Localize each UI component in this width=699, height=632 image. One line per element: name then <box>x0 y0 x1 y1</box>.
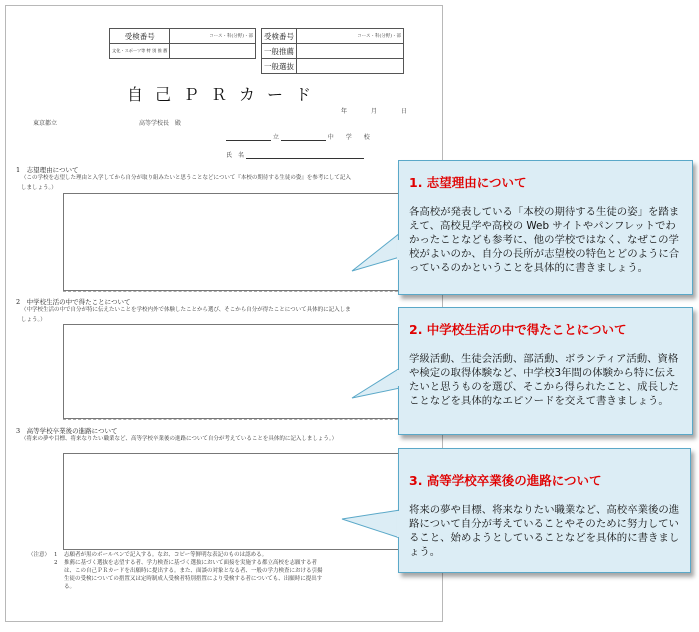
general-recommendation-field[interactable] <box>297 44 404 59</box>
note-1-number: 1 <box>54 552 58 558</box>
exam-number-label: 受検番号 <box>110 29 170 44</box>
callout-3-heading: 3. 高等学校卒業後の進路について <box>409 473 602 488</box>
callout-3-body: 将来の夢や目標、将来なりたい職業など、高校卒業後の進路について自分が考えていることやそのために努力していること、始めようとしていることなどを具体的に書きましょう。 <box>409 504 680 558</box>
name-line <box>226 150 364 159</box>
note-2-text: 推薦に基づく選抜を志望する者、学力検査に基づく選抜において面接を実施する都立高校を志願する者は、この自己ＰＲカードを出願時に提出する。また、面談の対象となる者、一般の学力検査における引揚生徒の受検についての措置又は定時制成人受検者特別措置により受検する者についても、出願時に提出する。 <box>64 560 323 590</box>
note-2-number: 2 <box>54 560 58 566</box>
section-1-note: （この学校を志望した理由と入学してから自分が取り組みたいと思うことなどについて『本校の期待する生徒の姿』を参考にして記入しましょう。） <box>21 175 351 191</box>
exam-number-label: 受検番号 <box>262 29 297 44</box>
special-recommendation-label: 文化・スポーツ等 特 別 推 薦 <box>110 44 170 59</box>
course-field[interactable]: コース・科(分野)・部 <box>297 29 404 44</box>
exam-number-table-left <box>109 28 256 59</box>
callout-3 <box>398 448 691 573</box>
callout-2-heading: 2. 中学校生活の中で得たことについて <box>409 322 627 337</box>
callout-3-pointer-mask <box>397 511 403 537</box>
school-line <box>226 132 373 141</box>
note-1-text: 志願者が黒のボールペンで記入する。なお、コピー等鮮明な表記のものは認める。 <box>64 552 268 558</box>
name-label: 氏 名 <box>226 152 245 159</box>
school-blank[interactable] <box>281 134 326 141</box>
callout-2-body: 学級活動、生徒会活動、部活動、ボランティア活動、資格や検定の取得体験など、中学校3年間の体験から特に伝えたいと思うものを選び、そこから得られたこと、成長したことなどを具体的なエピソードを交えて書きましょう。 <box>409 353 679 407</box>
callout-1-heading: 1. 志望理由について <box>409 175 527 190</box>
addressee-prefecture: 東京都立 <box>33 120 58 127</box>
course-field[interactable]: コース・科(分野)・部 <box>170 29 256 44</box>
addressee-principal: 高等学校長 殿 <box>139 120 182 127</box>
general-recommendation-label: 一般推薦 <box>262 44 297 59</box>
section-2-note: （中学校生活の中で自分が特に伝えたいことを学校内外で体験したことから選び、そこから自分が得たことについて具体的に記入しましょう。） <box>21 307 351 323</box>
notes-label: （注意） <box>28 552 51 558</box>
name-blank[interactable] <box>246 152 364 159</box>
section-3-heading: 3 高等学校卒業後の進路について <box>16 427 118 435</box>
school-line-end: 中 学 校 <box>327 134 373 141</box>
document-title: 自己ＰＲカード <box>126 85 323 104</box>
callout-2 <box>398 307 693 435</box>
date-line: 年 月 日 <box>341 108 412 115</box>
callout-2-pointer-mask <box>397 370 403 386</box>
prefecture-blank[interactable] <box>226 134 271 141</box>
general-selection-label: 一般選抜 <box>262 59 297 74</box>
exam-number-table-right <box>261 28 404 74</box>
section-3-note: （将来の夢や目標、将来なりたい職業など、高等学校卒業後の進路について自分が考えていることを具体的に記入しましょう。） <box>21 436 338 442</box>
section-2-heading: 2 中学校生活の中で得たことについて <box>16 298 131 306</box>
general-selection-field[interactable] <box>297 59 404 74</box>
notes <box>28 551 324 591</box>
school-line-mid: 立 <box>272 134 279 141</box>
section-1-heading: 1 志望理由について <box>16 166 79 174</box>
callout-1-body: 各高校が発表している「本校の期待する生徒の姿」を踏まえて、高校見学や高校の Web サイトやパンフレットでわかったことなども参考に、他の学校ではなく、なぜこの学校がよいのか、自分の長所が志望校の特色とどのように合っているのかということを具体的に書きましょう。 <box>409 206 680 274</box>
callout-1-pointer-mask <box>397 240 403 260</box>
callout-1 <box>398 160 693 295</box>
divider <box>63 291 443 292</box>
special-recommendation-field[interactable] <box>170 44 256 59</box>
